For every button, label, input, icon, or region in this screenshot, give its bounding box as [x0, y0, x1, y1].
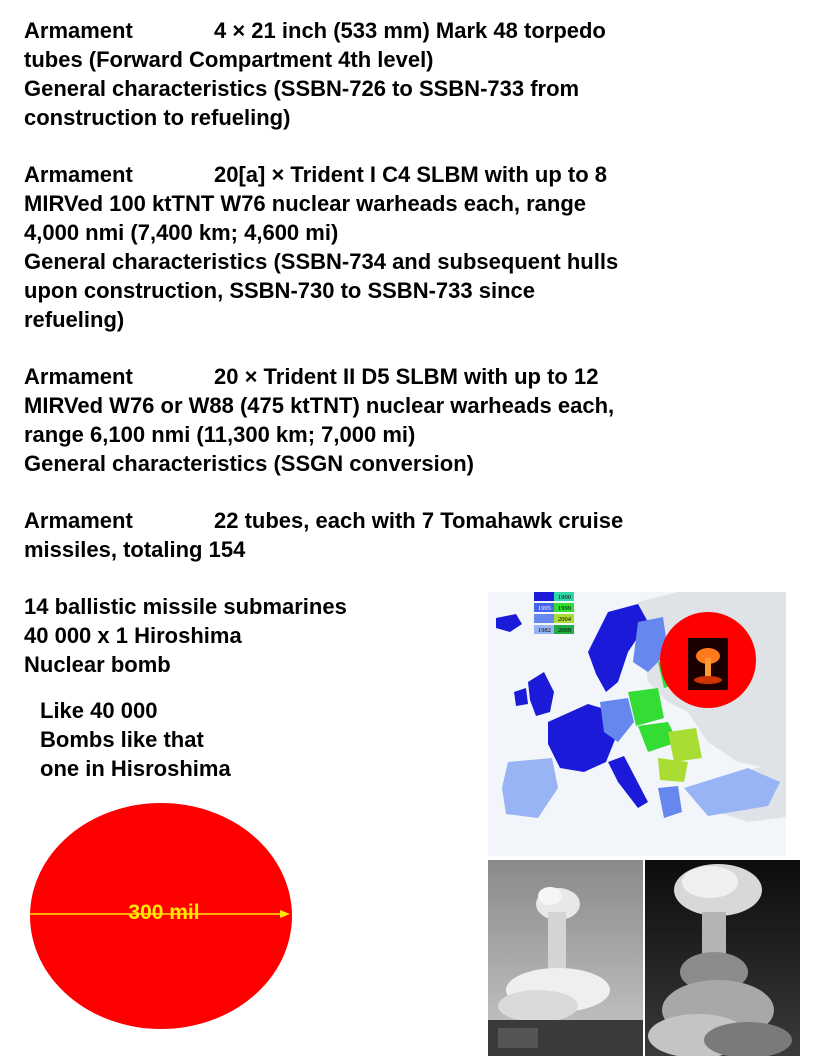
text-line: General characteristics (SSBN-734 and subsequent hulls — [24, 249, 619, 274]
blast-radius-diagram — [28, 800, 294, 1032]
text-line: Like 40 000 — [40, 698, 158, 723]
armament-label: Armament — [24, 18, 133, 43]
radius-label: 300 mil — [128, 901, 200, 924]
mushroom-cloud-graphic — [488, 860, 800, 1056]
text-line: Bombs like that — [40, 727, 204, 752]
text-line: 14 ballistic missile submarines — [24, 594, 347, 619]
legend-label: 2009 — [558, 627, 571, 634]
text-line: one in Hisroshima — [40, 756, 231, 781]
text-line: 22 tubes, each with 7 Tomahawk cruise — [214, 508, 624, 533]
text-line: 4,000 nmi (7,400 km; 4,600 mi) — [24, 220, 339, 245]
text-line: MIRVed W76 or W88 (475 ktTNT) nuclear warheads each, — [24, 393, 615, 418]
armament-block-torpedo — [24, 16, 804, 132]
text-line: tubes (Forward Compartment 4th level) — [24, 47, 434, 72]
text-line: upon construction, SSBN-730 to SSBN-733 since — [24, 278, 535, 303]
text-line: General characteristics (SSGN conversion) — [24, 451, 474, 476]
mushroom-cloud-photos — [488, 860, 800, 1056]
text-line: Nuclear bomb — [24, 652, 171, 677]
submarines-summary — [24, 592, 464, 679]
legend-label: 2004 — [558, 616, 571, 623]
armament-label: Armament — [24, 364, 133, 389]
text-line: 20 × Trident II D5 SLBM with up to 12 — [214, 364, 599, 389]
europe-map-image — [488, 592, 786, 856]
legend-label: 1995 — [538, 605, 551, 612]
hiroshima-comparison — [40, 696, 340, 783]
text-line: missiles, totaling 154 — [24, 537, 246, 562]
legend-label: 1990 — [558, 594, 571, 601]
text-line: 40 000 x 1 Hiroshima — [24, 623, 242, 648]
text-line: 4 × 21 inch (533 mm) Mark 48 torpedo — [214, 18, 606, 43]
legend-label: 1982 — [538, 627, 551, 634]
text-line: range 6,100 nmi (11,300 km; 7,000 mi) — [24, 422, 416, 447]
armament-block-trident-i — [24, 160, 804, 334]
armament-block-trident-ii — [24, 362, 804, 478]
text-line: construction to refueling) — [24, 105, 291, 130]
armament-block-tomahawk — [24, 506, 804, 564]
legend-label: 1999 — [558, 605, 571, 612]
text-line: MIRVed 100 ktTNT W76 nuclear warheads each, range — [24, 191, 587, 216]
europe-map-graphic — [488, 592, 786, 856]
armament-label: Armament — [24, 508, 133, 533]
armament-label: Armament — [24, 162, 133, 187]
text-line: General characteristics (SSBN-726 to SSBN-733 from — [24, 76, 580, 101]
text-line: 20[a] × Trident I C4 SLBM with up to 8 — [214, 162, 607, 187]
text-line: refueling) — [24, 307, 125, 332]
